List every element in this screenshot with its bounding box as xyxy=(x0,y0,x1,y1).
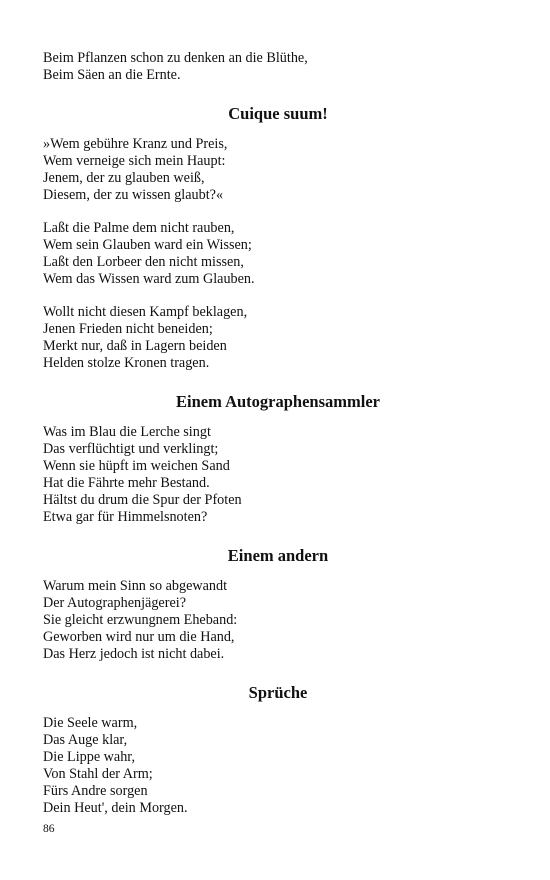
poem-title: Cuique suum! xyxy=(228,104,328,123)
stanza xyxy=(43,578,513,663)
verse-line: Dein Heut', dein Morgen. xyxy=(43,800,188,816)
verse-line: Wenn sie hüpft im weichen Sand xyxy=(43,458,230,474)
verse-line: Das Auge klar, xyxy=(43,732,128,748)
stanza xyxy=(43,136,513,204)
verse-line: Das Herz jedoch ist nicht dabei. xyxy=(43,646,225,662)
verse-line: Diesem, der zu wissen glaubt?« xyxy=(43,187,224,203)
verse-line: Von Stahl der Arm; xyxy=(43,766,153,782)
poem-title: Sprüche xyxy=(248,683,308,702)
page-content xyxy=(43,50,513,833)
intro-stanza xyxy=(43,50,513,84)
stanza xyxy=(43,715,513,817)
verse-line: Jenem, der zu glauben weiß, xyxy=(43,170,205,186)
verse-line: Der Autographenjägerei? xyxy=(43,595,186,611)
verse-line: Wem sein Glauben ward ein Wissen; xyxy=(43,237,252,253)
verse-line: Das verflüchtigt und verklingt; xyxy=(43,441,219,457)
verse-line: Jenen Frieden nicht beneiden; xyxy=(43,321,213,337)
poem-title: Einem Autographensammler xyxy=(176,392,380,411)
stanza xyxy=(43,304,513,372)
verse-line: Wem das Wissen ward zum Glauben. xyxy=(43,271,255,287)
verse-line: Laßt die Palme dem nicht rauben, xyxy=(43,220,235,236)
poem-einem-autographensammler xyxy=(43,392,513,526)
verse-line: Merkt nur, daß in Lagern beiden xyxy=(43,338,227,354)
verse-line: Beim Pflanzen schon zu denken an die Blüthe, xyxy=(43,50,308,66)
poem-sprueche xyxy=(43,683,513,817)
poem-cuique-suum xyxy=(43,104,513,372)
poem-einem-andern xyxy=(43,546,513,663)
stanza xyxy=(43,424,513,526)
stanza xyxy=(43,220,513,288)
page-number: 86 xyxy=(43,823,55,835)
verse-line: Etwa gar für Himmelsnoten? xyxy=(43,509,208,525)
verse-line: Die Lippe wahr, xyxy=(43,749,136,765)
verse-line: Laßt den Lorbeer den nicht missen, xyxy=(43,254,244,270)
verse-line: Beim Säen an die Ernte. xyxy=(43,67,181,83)
verse-line: Die Seele warm, xyxy=(43,715,138,731)
verse-line: Wem verneige sich mein Haupt: xyxy=(43,153,226,169)
verse-line: Was im Blau die Lerche singt xyxy=(43,424,211,440)
verse-line: Geworben wird nur um die Hand, xyxy=(43,629,235,645)
verse-line: Sie gleicht erzwungnem Eheband: xyxy=(43,612,238,628)
verse-line: Warum mein Sinn so abgewandt xyxy=(43,578,228,594)
verse-line: Wollt nicht diesen Kampf beklagen, xyxy=(43,304,248,320)
verse-line: Helden stolze Kronen tragen. xyxy=(43,355,210,371)
verse-line: Hat die Fährte mehr Bestand. xyxy=(43,475,210,491)
verse-line: Hältst du drum die Spur der Pfoten xyxy=(43,492,242,508)
verse-line: Fürs Andre sorgen xyxy=(43,783,148,799)
verse-line: »Wem gebühre Kranz und Preis, xyxy=(43,136,228,152)
poem-title: Einem andern xyxy=(227,546,329,565)
